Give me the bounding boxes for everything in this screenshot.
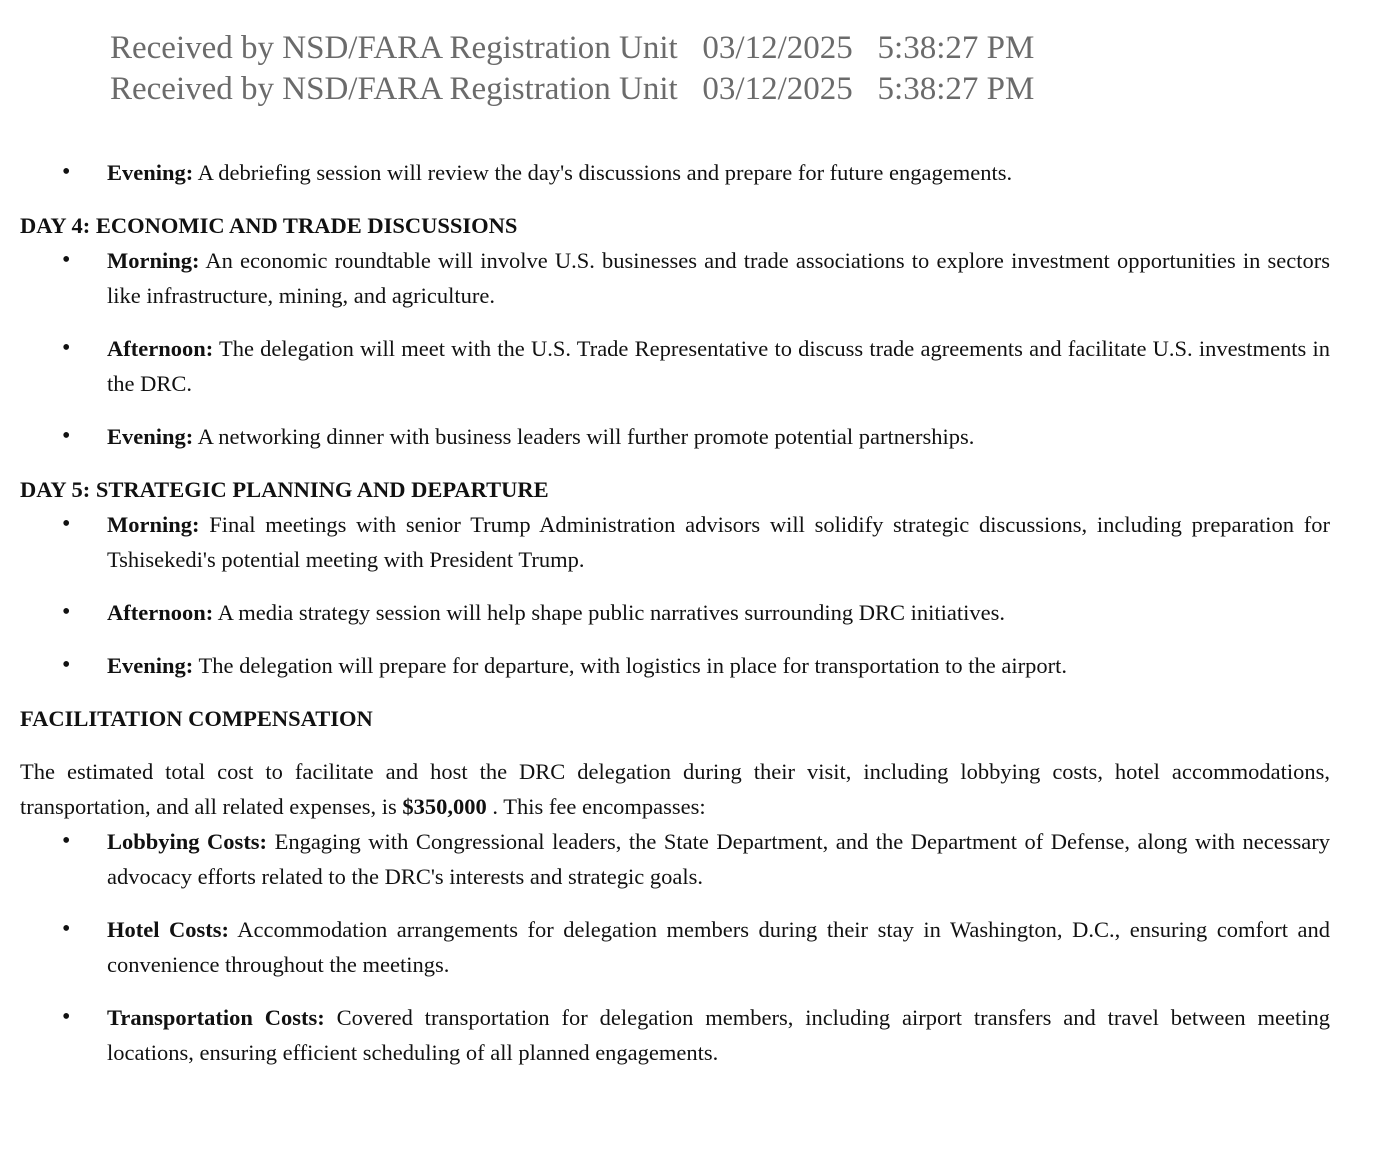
- item-text: The delegation will prepare for departure, with logistics in place for transportation to the airport.: [193, 653, 1067, 678]
- item-label: Lobbying Costs:: [107, 829, 268, 854]
- item-text: Final meetings with senior Trump Administration advisors will solidify strategic discussions, including preparation for Tshisekedi's potential meeting with President Trump.: [107, 512, 1330, 572]
- item-text: Covered transportation for delegation members, including airport transfers and travel between meeting locations, ensuring efficient scheduling of all planned engagements.: [107, 1005, 1331, 1065]
- item-label: Transportation Costs:: [107, 1005, 325, 1030]
- paragraph-text-end: . This fee encompasses:: [486, 794, 706, 819]
- compensation-list: [20, 824, 1330, 1070]
- item-label: Morning:: [107, 512, 200, 537]
- day5-list: [20, 507, 1330, 683]
- item-text: A debriefing session will review the day's discussions and prepare for future engagements.: [193, 160, 1013, 185]
- day5-heading: DAY 5: STRATEGIC PLANNING AND DEPARTURE: [20, 477, 549, 502]
- compensation-heading: FACILITATION COMPENSATION: [20, 706, 373, 731]
- item-text: A networking dinner with business leaders will further promote potential partnerships.: [193, 424, 975, 449]
- list-item: [20, 419, 1330, 454]
- list-item: [20, 507, 1330, 577]
- list-item: [20, 243, 1330, 313]
- list-item: [20, 912, 1330, 982]
- day3-list: [20, 155, 1330, 190]
- list-item: [20, 331, 1330, 401]
- item-label: Evening:: [107, 424, 194, 449]
- total-cost-amount: $350,000: [402, 794, 487, 819]
- list-item: [20, 824, 1330, 894]
- item-label: Morning:: [107, 248, 200, 273]
- list-item: [20, 648, 1330, 683]
- item-label: Afternoon:: [107, 600, 214, 625]
- item-text: The delegation will meet with the U.S. Trade Representative to discuss trade agreements and facilitate U.S. investments in the DRC.: [107, 336, 1330, 396]
- day4-list: [20, 243, 1330, 454]
- fara-received-stamp-duplicate: Received by NSD/FARA Registration Unit 03/12/2025 5:38:27 PM: [110, 71, 1035, 107]
- document-body: [20, 155, 1330, 1070]
- item-label: Hotel Costs:: [107, 917, 230, 942]
- list-item: [20, 1000, 1330, 1070]
- fara-received-stamp: Received by NSD/FARA Registration Unit 03/12/2025 5:38:27 PM: [110, 30, 1035, 66]
- paragraph-text: The estimated total cost to facilitate and host the DRC delegation during their visit, including lobbying costs, hotel accommodations, transportation, and all related expenses, is: [20, 759, 1330, 819]
- list-item: [20, 155, 1330, 190]
- item-text: Engaging with Congressional leaders, the State Department, and the Department of Defense, along with necessary advocacy efforts related to the DRC's interests and strategic goals.: [107, 829, 1331, 889]
- item-text: A media strategy session will help shape public narratives surrounding DRC initiatives.: [213, 600, 1005, 625]
- day4-heading: DAY 4: ECONOMIC AND TRADE DISCUSSIONS: [20, 213, 518, 238]
- item-label: Afternoon:: [107, 336, 214, 361]
- item-text: An economic roundtable will involve U.S. businesses and trade associations to explore investment opportunities in sectors like infrastructure, mining, and agriculture.: [107, 248, 1330, 308]
- item-label: Evening:: [107, 653, 194, 678]
- list-item: [20, 595, 1330, 630]
- compensation-paragraph: [20, 754, 1330, 824]
- item-text: Accommodation arrangements for delegation members during their stay in Washington, D.C., ensuring comfort and convenience throughout the meetings.: [107, 917, 1330, 977]
- item-label: Evening:: [107, 160, 194, 185]
